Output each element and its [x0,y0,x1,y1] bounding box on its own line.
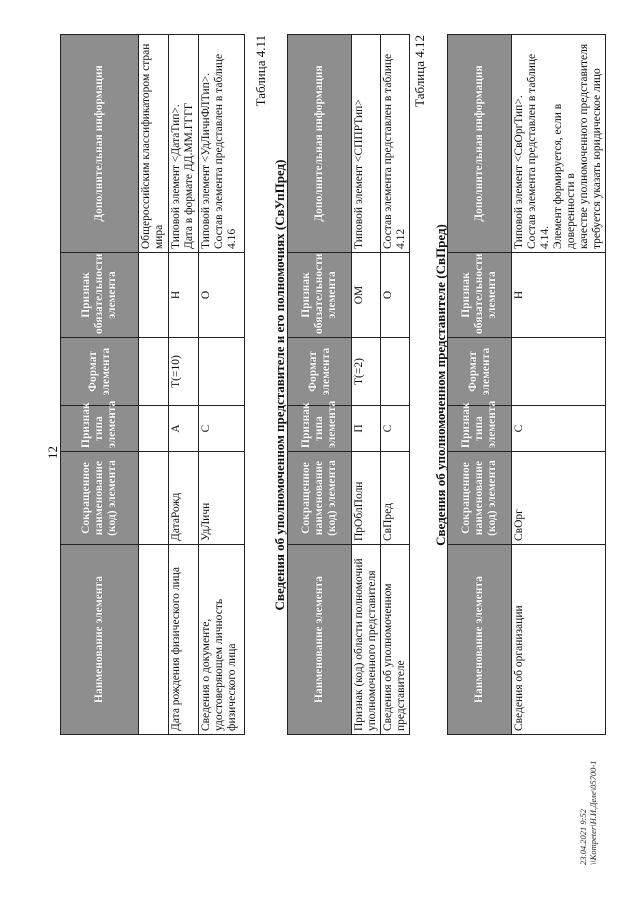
cell-type: А [169,406,199,452]
header-format: Формат элемента [288,338,352,406]
cell-type: С [512,406,606,452]
cell-format [199,338,245,406]
cell-name: Сведения об организации [512,545,606,735]
cell-additional [199,35,245,253]
cell-type: С [199,406,245,452]
table-row [352,35,381,735]
cell-required: Н [169,253,199,338]
page-number: 12 [45,446,60,459]
info-line: Типовой элемент <ДатаТип>. [170,104,182,249]
cell-code [139,452,169,545]
table-caption: Таблица 4.12 [412,35,427,107]
cell-code: ПрОблПолн [352,452,381,545]
cell-code: ДатаРожд [169,452,199,545]
cell-code: СвПред [381,452,410,545]
header-required: Признак обязательности элемента [61,253,139,338]
header-code: Сокращенное наименование (код) элемента [448,452,512,545]
table-row [169,35,199,735]
table-row [381,35,410,735]
info-line: требуется указать юридическое лицо [591,68,603,249]
footer-stamp [578,645,598,865]
cell-required: ОМ [352,253,381,338]
cell-additional [139,35,169,253]
header-code: Сокращенное наименование (код) элемента [288,452,352,545]
cell-required: О [199,253,245,338]
info-line: Элемент формируется, если в доверенности в [552,103,577,249]
cell-format: T(=2) [352,338,381,406]
info-line: качестве уполномоченного представителя [578,43,590,249]
table-continuation [60,34,245,735]
header-format: Формат элемента [61,338,139,406]
header-additional: Дополнительная информация [288,35,352,253]
header-type: Признак типа элемента [288,406,352,452]
table-caption: Таблица 4.11 [253,35,268,107]
cell-name [139,545,169,735]
cell-format [381,338,410,406]
info-line: Типовой элемент <СППРТип> [353,99,365,249]
cell-additional [512,35,606,253]
info-line: мира [153,224,165,249]
cell-format: T(=10) [169,338,199,406]
info-line: Состав элемента представлен в таблице 4.14. [526,53,551,249]
table-4-12 [447,34,606,735]
header-required: Признак обязательности элемента [288,253,352,338]
info-line: Дата в формате ДД.ММ.ГГГГ [183,102,195,249]
header-additional: Дополнительная информация [61,35,139,253]
cell-name: Признак (код) области полномочий уполномоченного представителя [352,545,381,735]
cell-name: Сведения об уполномоченном представителе [381,545,410,735]
header-required: Признак обязательности элемента [448,253,512,338]
cell-format [512,338,606,406]
header-code: Сокращенное наименование (код) элемента [61,452,139,545]
cell-required: О [381,253,410,338]
cell-name: Сведения о документе, удостоверяющем личность физического лица [199,545,245,735]
header-type: Признак типа элемента [448,406,512,452]
cell-additional [381,35,410,253]
header-name: Наименование элемента [448,545,512,735]
info-line: Типовой элемент <СвОргТип>. [513,95,525,249]
cell-additional [169,35,199,253]
info-line: Типовой элемент <УдЛичнФЛТип>. [200,72,212,249]
footer-path: \\Kompeter\Н.И.Деле\05700-1 [588,760,598,865]
table-row [199,35,245,735]
cell-type [139,406,169,452]
header-name: Наименование элемента [288,545,352,735]
info-line: Состав элемента представлен в таблице 4.12 [382,53,407,249]
cell-format [139,338,169,406]
header-type: Признак типа элемента [61,406,139,452]
header-format: Формат элемента [448,338,512,406]
table-row [512,35,606,735]
table-title: Сведения об уполномоченном представителе и его полномочиях (СвУпПред) [272,159,287,611]
header-name: Наименование элемента [61,545,139,735]
cell-code: СвОрг [512,452,606,545]
cell-type: П [352,406,381,452]
table-4-11 [287,34,410,735]
cell-name: Дата рождения физического лица [169,545,199,735]
cell-type: С [381,406,410,452]
table-title: Сведения об уполномоченном представителе (СвПред) [433,224,448,546]
cell-required [139,253,169,338]
cell-required: Н [512,253,606,338]
table-row [139,35,169,735]
cell-code: УдЛичн [199,452,245,545]
header-additional: Дополнительная информация [448,35,512,253]
info-line: Общероссийским классификатором стран [140,43,152,249]
footer-date: 23.04.2021 9:52 [578,809,588,865]
cell-additional [352,35,381,253]
info-line: Состав элемента представлен в таблице 4.16 [213,53,238,249]
